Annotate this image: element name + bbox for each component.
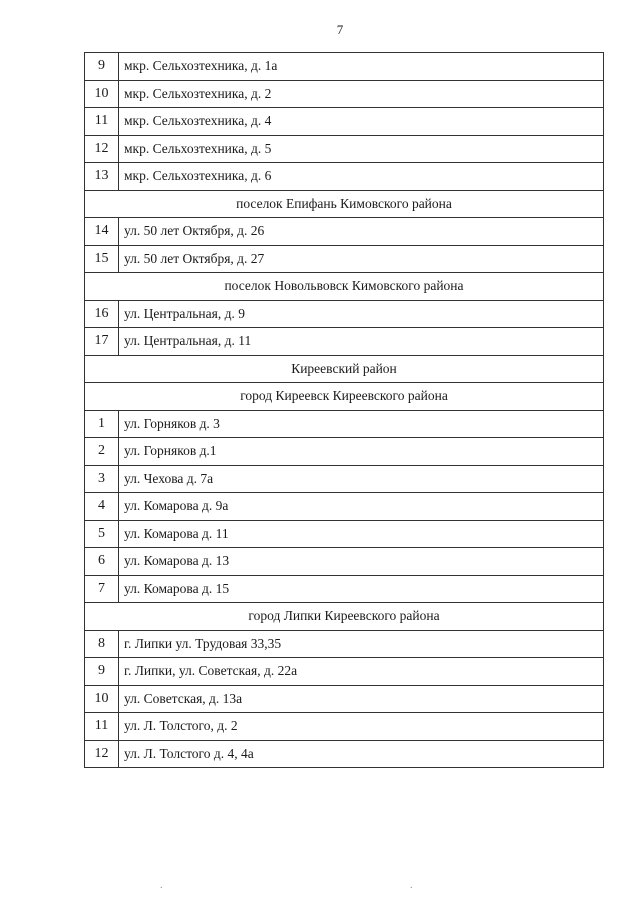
row-number: 14 [85, 218, 119, 245]
row-address: мкр. Сельхозтехника, д. 1а [124, 58, 278, 74]
row-number: 1 [85, 411, 119, 438]
row-address: ул. Комарова д. 9а [124, 498, 229, 514]
row-address: ул. 50 лет Октября, д. 26 [124, 223, 265, 239]
row-address: ул. 50 лет Октября, д. 27 [124, 250, 265, 266]
table-row [85, 466, 603, 494]
row-address: ул. Комарова д. 11 [124, 525, 229, 541]
row-number: 12 [85, 136, 119, 163]
row-number: 16 [85, 301, 119, 328]
row-number: 6 [85, 548, 119, 575]
section-title: город Киреевск Киреевского района [240, 388, 448, 404]
page-number: 7 [336, 22, 344, 37]
table-row [85, 686, 603, 714]
row-address: ул. Горняков д.1 [124, 443, 217, 459]
table-row [85, 741, 603, 769]
table-row [85, 246, 603, 274]
row-address: ул. Комарова д. 13 [124, 553, 230, 569]
row-number: 11 [85, 713, 119, 740]
table-row [85, 713, 603, 741]
row-address: г. Липки, ул. Советская, д. 22а [124, 663, 298, 679]
row-number: 5 [85, 521, 119, 548]
row-address: мкр. Сельхозтехника, д. 6 [124, 168, 272, 184]
table-row [85, 631, 603, 659]
row-address: ул. Советская, д. 13а [124, 690, 243, 706]
table-row [85, 521, 603, 549]
row-number: 10 [85, 686, 119, 713]
section-title: поселок Новольвовск Кимовского района [224, 278, 464, 294]
row-number: 3 [85, 466, 119, 493]
row-number: 15 [85, 246, 119, 273]
section-header-row [85, 356, 603, 384]
row-number: 13 [85, 163, 119, 190]
row-number: 4 [85, 493, 119, 520]
section-title: Киреевский район [291, 360, 397, 376]
table-row [85, 438, 603, 466]
row-address: мкр. Сельхозтехника, д. 4 [124, 113, 272, 129]
row-number: 8 [85, 631, 119, 658]
table-row [85, 163, 603, 191]
scan-mark: . [160, 880, 163, 891]
section-header-row [85, 273, 603, 301]
row-number: 10 [85, 81, 119, 108]
row-number: 9 [85, 658, 119, 685]
table-row [85, 576, 603, 604]
row-number: 2 [85, 438, 119, 465]
row-number: 9 [85, 53, 119, 80]
table-row [85, 658, 603, 686]
table-row [85, 218, 603, 246]
table-row [85, 328, 603, 356]
scan-mark: . [410, 880, 413, 891]
table-row [85, 53, 603, 81]
row-address: ул. Центральная, д. 11 [124, 333, 252, 349]
row-address: ул. Чехова д. 7а [124, 470, 214, 486]
section-header-row [85, 383, 603, 411]
row-number: 11 [85, 108, 119, 135]
section-title: город Липки Киреевского района [248, 608, 440, 624]
table-row [85, 136, 603, 164]
row-address: мкр. Сельхозтехника, д. 5 [124, 140, 272, 156]
table-row [85, 493, 603, 521]
section-header-row [85, 603, 603, 631]
row-address: г. Липки ул. Трудовая 33,35 [124, 635, 282, 651]
row-address: ул. Л. Толстого, д. 2 [124, 718, 238, 734]
row-number: 12 [85, 741, 119, 768]
row-address: ул. Центральная, д. 9 [124, 305, 245, 321]
row-address: ул. Л. Толстого д. 4, 4а [124, 745, 254, 761]
row-address: ул. Горняков д. 3 [124, 415, 220, 431]
table-row [85, 301, 603, 329]
row-number: 17 [85, 328, 119, 355]
row-number: 7 [85, 576, 119, 603]
table-row [85, 108, 603, 136]
table-row [85, 548, 603, 576]
section-header-row [85, 191, 603, 219]
row-address: ул. Комарова д. 15 [124, 580, 230, 596]
address-table [84, 52, 604, 768]
table-row [85, 81, 603, 109]
row-address: мкр. Сельхозтехника, д. 2 [124, 85, 272, 101]
section-title: поселок Епифань Кимовского района [236, 195, 452, 211]
table-row [85, 411, 603, 439]
